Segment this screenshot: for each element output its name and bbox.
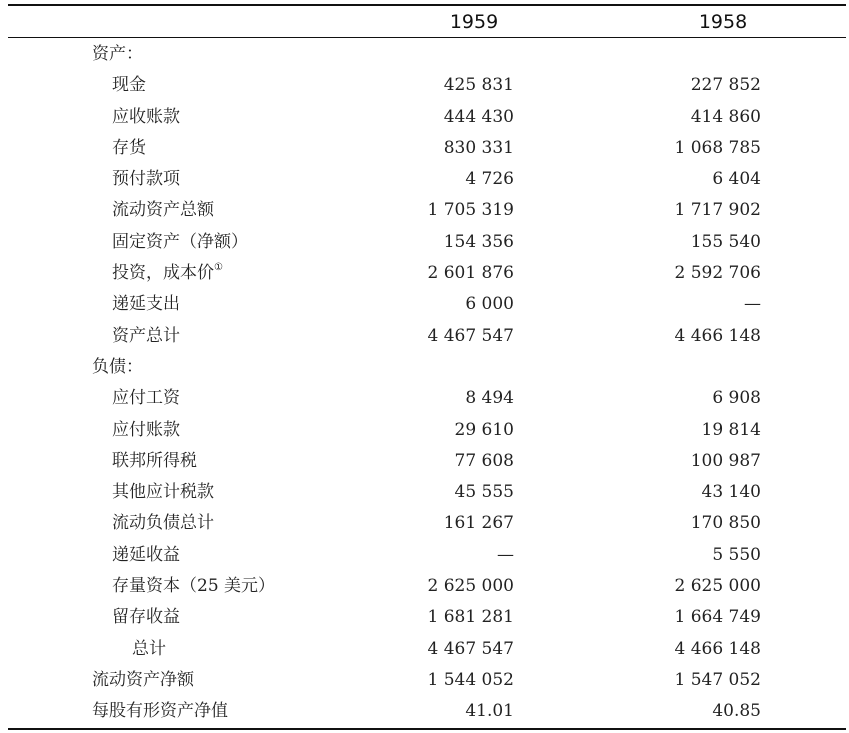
value-1959: 444 430 <box>443 106 514 127</box>
row-label <box>112 227 248 258</box>
value-1958: 19 814 <box>701 419 761 440</box>
value-1959: 830 331 <box>443 137 514 158</box>
footnote-marker: ① <box>214 262 223 274</box>
row-label <box>92 352 143 383</box>
value-1959: 161 267 <box>443 513 514 534</box>
row-label <box>112 133 146 164</box>
value-1958: 2 592 706 <box>674 263 761 284</box>
table-top-rule <box>8 4 846 6</box>
value-1958: 6 908 <box>712 388 761 409</box>
row-label-text: 预付款项 <box>112 169 180 190</box>
row-label-text: 存货 <box>112 137 146 158</box>
table-row <box>8 571 846 602</box>
row-label-text: 递延支出 <box>112 294 180 315</box>
row-label-text: 每股有形资产净值 <box>92 701 228 722</box>
value-1958: 1 664 749 <box>674 607 761 628</box>
row-label <box>92 39 143 70</box>
value-1959: 6 000 <box>465 294 514 315</box>
table-row <box>8 477 846 508</box>
value-1959: 29 610 <box>454 419 514 440</box>
value-1958: 155 540 <box>690 231 761 252</box>
table-row <box>8 227 846 258</box>
row-label-text: 其他应计税款 <box>112 482 214 503</box>
table-row <box>8 352 846 383</box>
table-row <box>8 634 846 665</box>
table-row <box>8 39 846 70</box>
value-1958: 5 550 <box>712 544 761 565</box>
table-row <box>8 383 846 414</box>
row-label-text: 现金 <box>112 75 146 96</box>
row-label-text: 流动资产总额 <box>112 200 214 221</box>
value-1958: 6 404 <box>712 169 761 190</box>
row-label <box>112 195 214 226</box>
value-1959: 2 625 000 <box>427 576 514 597</box>
column-header-1958: 1958 <box>698 11 748 33</box>
table-row <box>8 70 846 101</box>
value-1958: 227 852 <box>690 75 761 96</box>
header-rule <box>8 37 846 38</box>
row-label <box>112 321 180 352</box>
table-row <box>8 195 846 226</box>
row-label-text: 流动资产净额 <box>92 669 194 690</box>
table-bottom-rule <box>8 728 846 730</box>
value-1959: 4 467 547 <box>427 325 514 346</box>
value-1958: 4 466 148 <box>674 638 761 659</box>
row-label <box>132 634 166 665</box>
row-label-text: 资产： <box>92 44 143 64</box>
value-1958: 1 068 785 <box>674 137 761 158</box>
row-label-text: 留存收益 <box>112 607 180 628</box>
table-row <box>8 540 846 571</box>
table-row <box>8 665 846 696</box>
table-row <box>8 102 846 133</box>
value-1959: 425 831 <box>443 75 514 96</box>
row-label <box>112 477 214 508</box>
row-label-text: 联邦所得税 <box>112 450 197 471</box>
row-label <box>112 571 275 602</box>
value-1959: 4 467 547 <box>427 638 514 659</box>
value-1959: — <box>497 544 514 565</box>
table-row <box>8 446 846 477</box>
value-1959: 1 705 319 <box>427 200 514 221</box>
table-row <box>8 415 846 446</box>
value-1959: 77 608 <box>454 450 514 471</box>
row-label <box>112 602 180 633</box>
row-label-text: 应付账款 <box>112 419 180 440</box>
value-1959: 8 494 <box>465 388 514 409</box>
value-1958: 170 850 <box>690 513 761 534</box>
row-label-text: 总计 <box>132 638 166 659</box>
value-1958: 1 717 902 <box>674 200 761 221</box>
row-label <box>112 446 197 477</box>
value-1958: 100 987 <box>690 450 761 471</box>
table-row <box>8 696 846 727</box>
row-label-text: 流动负债总计 <box>112 513 214 534</box>
row-label <box>112 508 214 539</box>
value-1958: 414 860 <box>690 106 761 127</box>
table-body <box>8 39 846 728</box>
row-label <box>112 540 180 571</box>
row-label-text: 固定资产（净额） <box>112 231 248 252</box>
row-label <box>92 665 194 696</box>
table-row <box>8 133 846 164</box>
value-1959: 154 356 <box>443 231 514 252</box>
row-label <box>112 258 223 289</box>
row-label <box>112 102 180 133</box>
value-1958: 40.85 <box>712 701 761 722</box>
value-1959: 1 681 281 <box>427 607 514 628</box>
table-row <box>8 289 846 320</box>
value-1959: 4 726 <box>465 169 514 190</box>
table-row <box>8 602 846 633</box>
table-row <box>8 258 846 289</box>
row-label-text: 递延收益 <box>112 544 180 565</box>
row-label <box>112 383 180 414</box>
row-label-text: 存量资本（25 美元） <box>112 576 276 597</box>
table-row <box>8 321 846 352</box>
row-label-text: 投资，成本价 <box>112 263 214 284</box>
value-1958: 1 547 052 <box>674 669 761 690</box>
value-1958: 2 625 000 <box>674 576 761 597</box>
value-1959: 45 555 <box>454 482 514 503</box>
value-1958: 4 466 148 <box>674 325 761 346</box>
value-1959: 1 544 052 <box>427 669 514 690</box>
row-label <box>112 164 180 195</box>
row-label-text: 资产总计 <box>112 325 180 346</box>
row-label <box>92 696 228 727</box>
value-1958: — <box>744 294 761 315</box>
value-1959: 2 601 876 <box>427 263 514 284</box>
row-label <box>112 289 180 320</box>
table-row <box>8 164 846 195</box>
row-label-text: 负债： <box>92 356 143 377</box>
row-label <box>112 70 146 101</box>
value-1959: 41.01 <box>465 701 514 722</box>
column-header-1959: 1959 <box>449 11 499 33</box>
row-label <box>112 415 180 446</box>
row-label-text: 应付工资 <box>112 388 180 409</box>
value-1958: 43 140 <box>701 482 761 503</box>
row-label-text: 应收账款 <box>112 106 180 127</box>
table-row <box>8 508 846 539</box>
